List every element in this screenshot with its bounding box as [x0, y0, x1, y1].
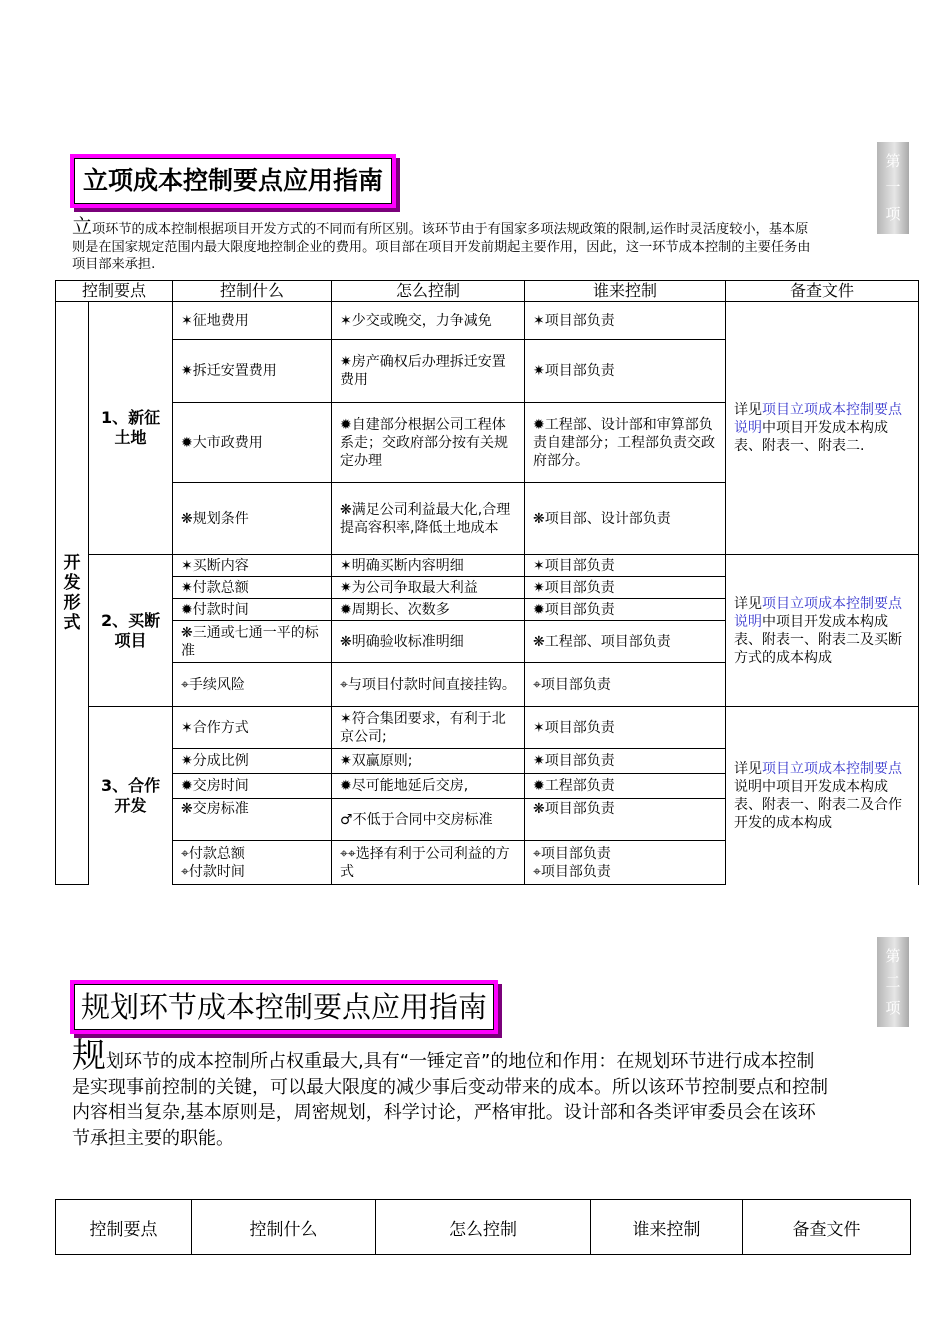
what-cell: ✷拆迁安置费用 — [173, 340, 332, 403]
group-name: 1、新征土地 — [89, 302, 173, 555]
section-title-2: 规划环节成本控制要点应用指南 — [74, 984, 494, 1030]
tab-char: 二 — [885, 972, 901, 991]
header-how: 怎么控制 — [376, 1200, 591, 1255]
how-cell: ✹周期长、次数多 — [332, 599, 525, 621]
who-cell: ✶项目部负责 — [525, 555, 726, 577]
ref-suffix: 中项目开发成本构成表、附表一、附表二及买断方式的成本构成 — [734, 613, 903, 666]
header-what: 控制什么 — [192, 1200, 376, 1255]
tab-char: 第 — [885, 946, 901, 965]
table-header-row — [56, 1200, 911, 1255]
reference-link[interactable]: 项目立项成本控制要点说明 — [734, 595, 903, 630]
who-cell: ✷项目部负责 — [525, 577, 726, 599]
reference-link[interactable]: 项目立项成本控制要点说明 — [734, 402, 903, 436]
header-how: 怎么控制 — [332, 281, 525, 302]
how-cell: ⌖与项目付款时间直接挂钩。 — [332, 663, 525, 707]
how-cell: ✷为公司争取最大利益 — [332, 577, 525, 599]
ref-suffix: 中项目开发成本构成表、附表一、附表二. — [734, 420, 889, 454]
section-title-1: 立项成本控制要点应用指南 — [74, 158, 392, 204]
tab-char: 第 — [885, 151, 901, 170]
intro-drop-cap: 立 — [72, 214, 92, 238]
what-cell: ✶合作方式 — [173, 707, 332, 749]
header-control-point: 控制要点 — [56, 281, 173, 302]
section-title-frame-2 — [70, 980, 498, 1034]
who-cell: ⌖项目部负责 ⌖项目部负责 — [525, 841, 726, 885]
reference-link[interactable]: 项目立项成本控制要点 — [762, 760, 903, 777]
what-cell: ✷付款总额 — [173, 577, 332, 599]
who-cell: ✷项目部负责 — [525, 749, 726, 774]
ref-suffix: 说明中项目开发成本构成表、附表一、附表二及合作开发的成本构成 — [734, 778, 903, 831]
what-cell: ✹大市政费用 — [173, 403, 332, 483]
what-cell: ✹付款时间 — [173, 599, 332, 621]
what-cell: ❋三通或七通一平的标准 — [173, 621, 332, 663]
who-cell: ❋项目部、设计部负责 — [525, 483, 726, 555]
who-cell: ✶项目部负责 — [525, 707, 726, 749]
section-intro-2 — [72, 1036, 832, 1151]
tab-char: 项 — [885, 998, 901, 1017]
tab-char: 一 — [885, 178, 901, 197]
reference-cell — [726, 555, 919, 707]
table-header-row — [56, 281, 919, 302]
development-form-text: 开发形式 — [63, 553, 81, 633]
section-tab-2 — [877, 937, 909, 1027]
reference-cell — [726, 302, 919, 555]
section-tab-1 — [877, 142, 909, 234]
header-reference: 备查文件 — [726, 281, 919, 302]
what-cell: ❋交房标准 — [173, 799, 332, 841]
intro-text: 划环节的成本控制所占权重最大,具有“一锤定音”的地位和作用：在规划环节进行成本控制是实现事前控制的关键，可以最大限度的减少事后变动带来的成本。所以该环节控制要点和控制内容相当复杂,基本原则是，周密规划，科学讨论，严格审批。设计部和各类评审委员会在该环节承担主要的职能。 — [72, 1051, 828, 1149]
how-cell: ✹尽可能地延后交房, — [332, 774, 525, 799]
how-cell: ✹自建部分根据公司工程体系走；交政府部分按有关规定办理 — [332, 403, 525, 483]
how-cell: ✶明确买断内容明细 — [332, 555, 525, 577]
reference-cell — [726, 707, 919, 885]
who-cell: ⌖项目部负责 — [525, 663, 726, 707]
who-cell: ❋工程部、项目部负责 — [525, 621, 726, 663]
header-who: 谁来控制 — [591, 1200, 743, 1255]
who-cell: ✷项目部负责 — [525, 340, 726, 403]
intro-text: 项环节的成本控制根据项目开发方式的不同而有所区别。该环节由于有国家多项法规政策的限制,运作时灵活度较小，基本原则是在国家规定范围内最大限度地控制企业的费用。项目部在项目开发前期起主要作用，因此，这一环节成本控制的主要任务由项目部来承担. — [72, 222, 811, 272]
group-name: 2、买断项目 — [89, 555, 173, 707]
table-row — [56, 302, 919, 340]
ref-prefix: 详见 — [734, 760, 763, 777]
tab-char: 项 — [885, 205, 901, 224]
how-cell: ✷房产确权后办理拆迁安置费用 — [332, 340, 525, 403]
who-cell: ✹工程部负责 — [525, 774, 726, 799]
what-cell: ✶征地费用 — [173, 302, 332, 340]
how-cell: ❋满足公司利益最大化,合理提高容积率,降低土地成本 — [332, 483, 525, 555]
how-cell: ✶符合集团要求，有利于北京公司; — [332, 707, 525, 749]
who-cell: ✹工程部、设计部和审算部负责自建部分；工程部负责交政府部分。 — [525, 403, 726, 483]
how-cell: ♂不低于合同中交房标准 — [332, 799, 525, 841]
cost-control-table-1 — [55, 280, 919, 885]
group-name: 3、合作开发 — [89, 707, 173, 885]
table-row — [56, 707, 919, 749]
how-cell: ✷双赢原则; — [332, 749, 525, 774]
what-cell: ✹交房时间 — [173, 774, 332, 799]
what-cell: ⌖手续风险 — [173, 663, 332, 707]
what-cell: ✷分成比例 — [173, 749, 332, 774]
section-title-frame-1 — [70, 154, 396, 208]
what-cell: ✶买断内容 — [173, 555, 332, 577]
who-cell: ❋项目部负责 — [525, 799, 726, 841]
how-cell: ❋明确验收标准明细 — [332, 621, 525, 663]
what-cell: ❋规划条件 — [173, 483, 332, 555]
who-cell: ✶项目部负责 — [525, 302, 726, 340]
header-control-point: 控制要点 — [56, 1200, 192, 1255]
ref-prefix: 详见 — [734, 402, 763, 418]
header-what: 控制什么 — [173, 281, 332, 302]
how-cell: ⌖⌖选择有利于公司利益的方式 — [332, 841, 525, 885]
development-form-label — [56, 302, 89, 885]
cost-control-table-2 — [55, 1199, 911, 1255]
header-who: 谁来控制 — [525, 281, 726, 302]
who-cell: ✹项目部负责 — [525, 599, 726, 621]
ref-prefix: 详见 — [734, 595, 763, 612]
how-cell: ✶少交或晚交，力争减免 — [332, 302, 525, 340]
intro-drop-cap: 规 — [72, 1036, 106, 1076]
header-reference: 备查文件 — [743, 1200, 911, 1255]
table-row — [56, 555, 919, 577]
section-intro-1 — [72, 214, 817, 274]
what-cell: ⌖付款总额 ⌖付款时间 — [173, 841, 332, 885]
